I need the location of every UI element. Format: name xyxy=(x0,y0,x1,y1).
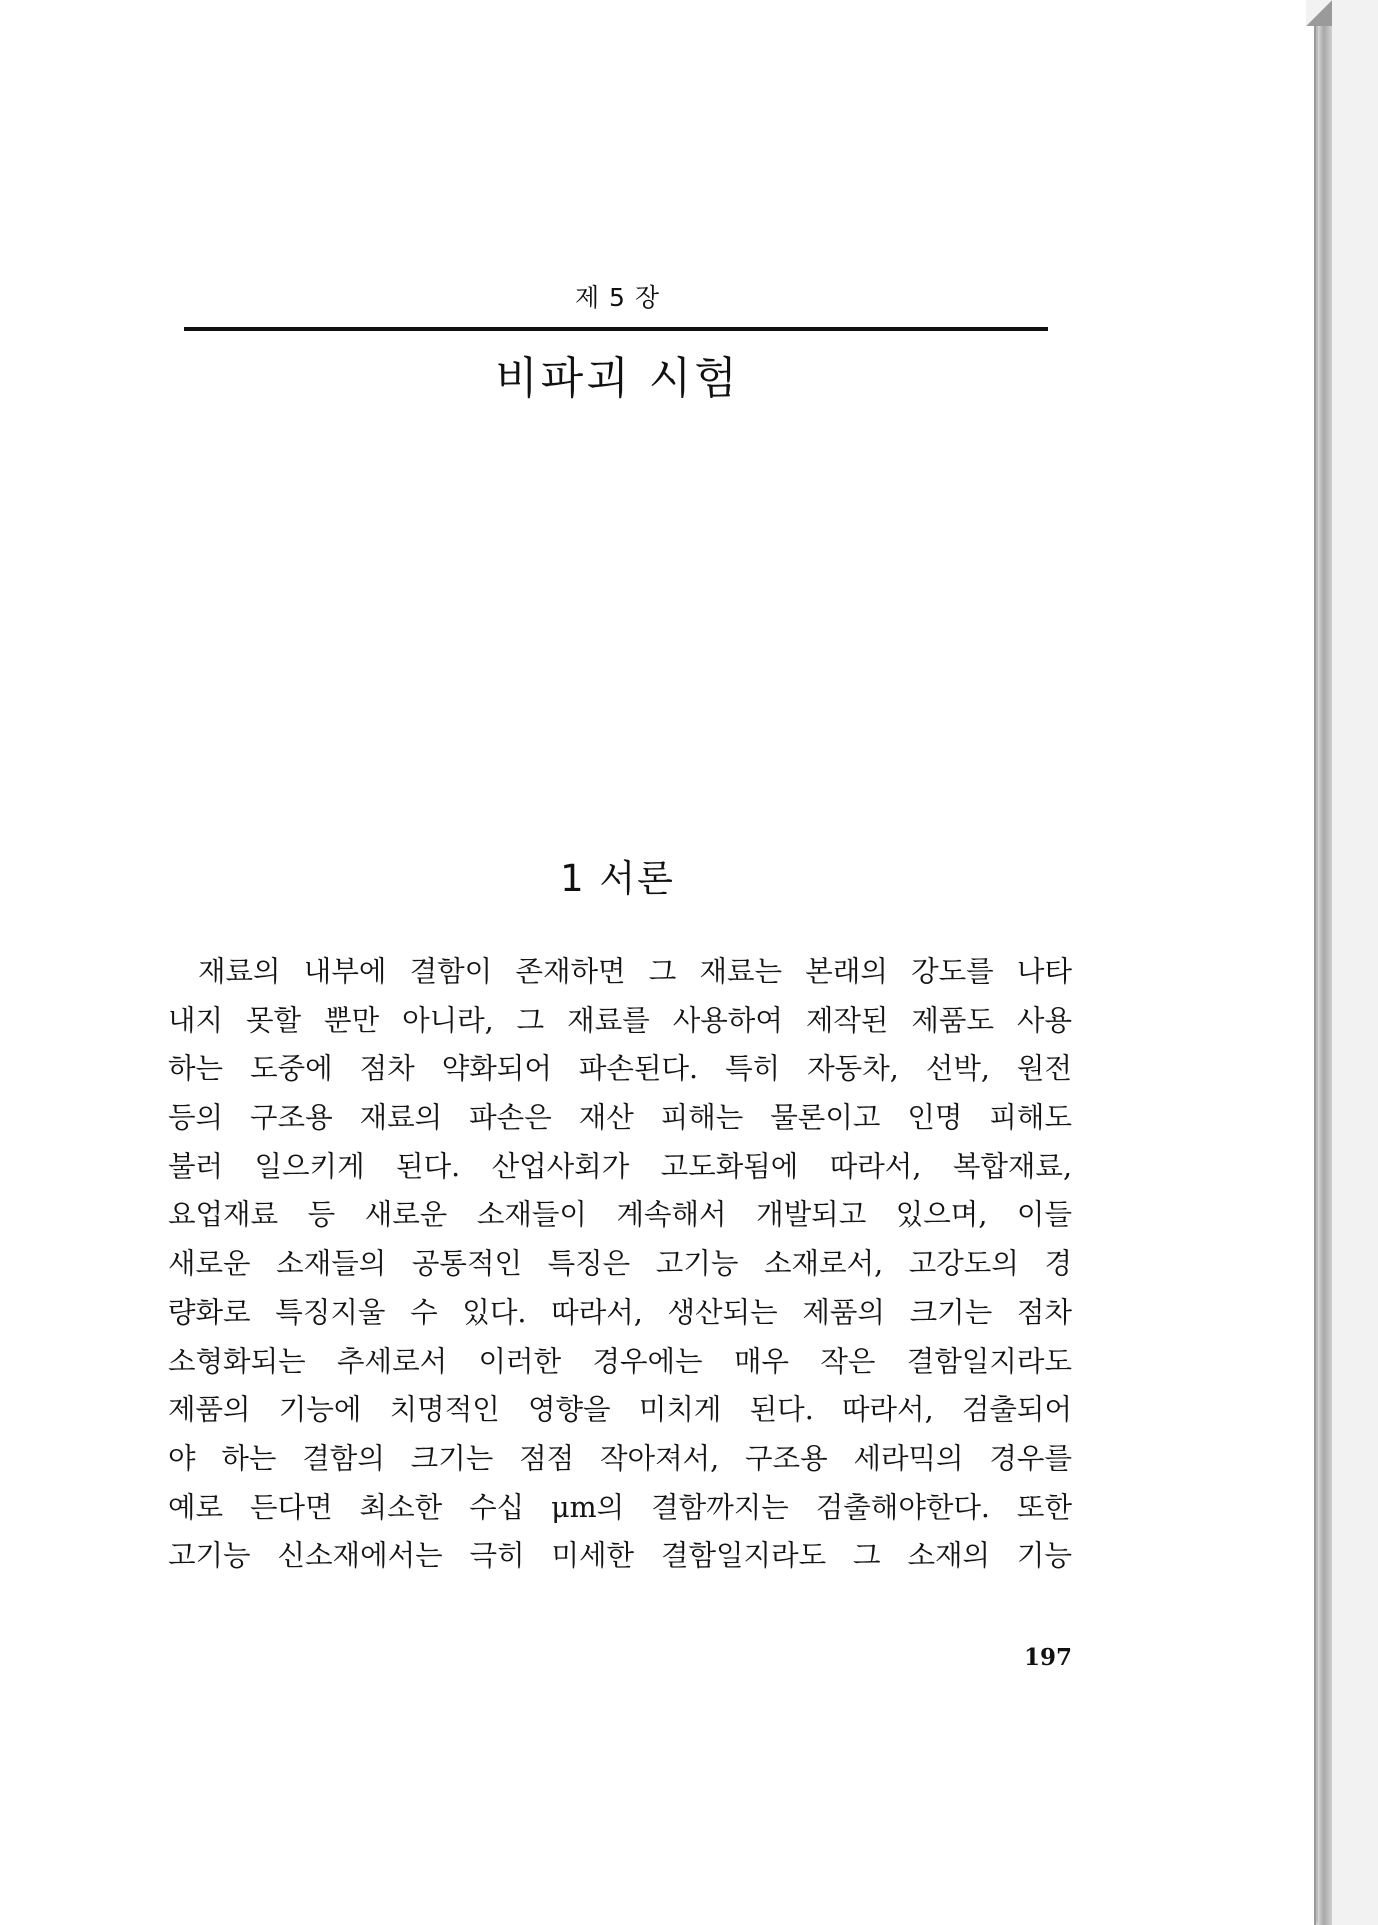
body-line: 제품의 기능에 치명적인 영향을 미치게 된다. 따라서, 검출되어 xyxy=(168,1393,1072,1427)
page-corner-fold xyxy=(1306,0,1332,26)
body-line: 등의 구조용 재료의 파손은 재산 피해는 물론이고 인명 피해도 xyxy=(168,1101,1072,1135)
body-line: 요업재료 등 새로운 소재들이 계속해서 개발되고 있으며, 이들 xyxy=(168,1198,1072,1232)
page-number: 197 xyxy=(1023,1644,1072,1671)
section-heading: 1 서론 xyxy=(560,857,675,900)
body-line: 재료의 내부에 결함이 존재하면 그 재료는 본래의 강도를 나타 xyxy=(198,955,1072,988)
page-edge xyxy=(1318,0,1332,1925)
body-line: 내지 못할 뿐만 아니라, 그 재료를 사용하여 제작된 제품도 사용 xyxy=(168,1003,1072,1037)
body-line: 예로 든다면 최소한 수십 μm의 결함까지는 검출해야한다. 또한 xyxy=(168,1490,1072,1524)
chapter-title: 비파괴 시험 xyxy=(495,353,740,404)
body-line: 하는 도중에 점차 약화되어 파손된다. 특히 자동차, 선박, 원전 xyxy=(168,1052,1072,1086)
chapter-divider xyxy=(184,327,1048,331)
body-line: 소형화되는 추세로서 이러한 경우에는 매우 작은 결함일지라도 xyxy=(168,1344,1072,1378)
body-line: 량화로 특징지울 수 있다. 따라서, 생산되는 제품의 크기는 점차 xyxy=(168,1295,1072,1329)
body-paragraph xyxy=(168,948,1072,1581)
body-line: 야 하는 결함의 크기는 점점 작아져서, 구조용 세라믹의 경우를 xyxy=(168,1441,1072,1475)
body-line: 불러 일으키게 된다. 산업사회가 고도화됨에 따라서, 복합재료, xyxy=(168,1149,1072,1183)
body-line: 새로운 소재들의 공통적인 특징은 고기능 소재로서, 고강도의 경 xyxy=(168,1247,1072,1281)
body-line: 고기능 신소재에서는 극히 미세한 결함일지라도 그 소재의 기능 xyxy=(168,1539,1072,1573)
chapter-label: 제 5 장 xyxy=(574,283,661,312)
